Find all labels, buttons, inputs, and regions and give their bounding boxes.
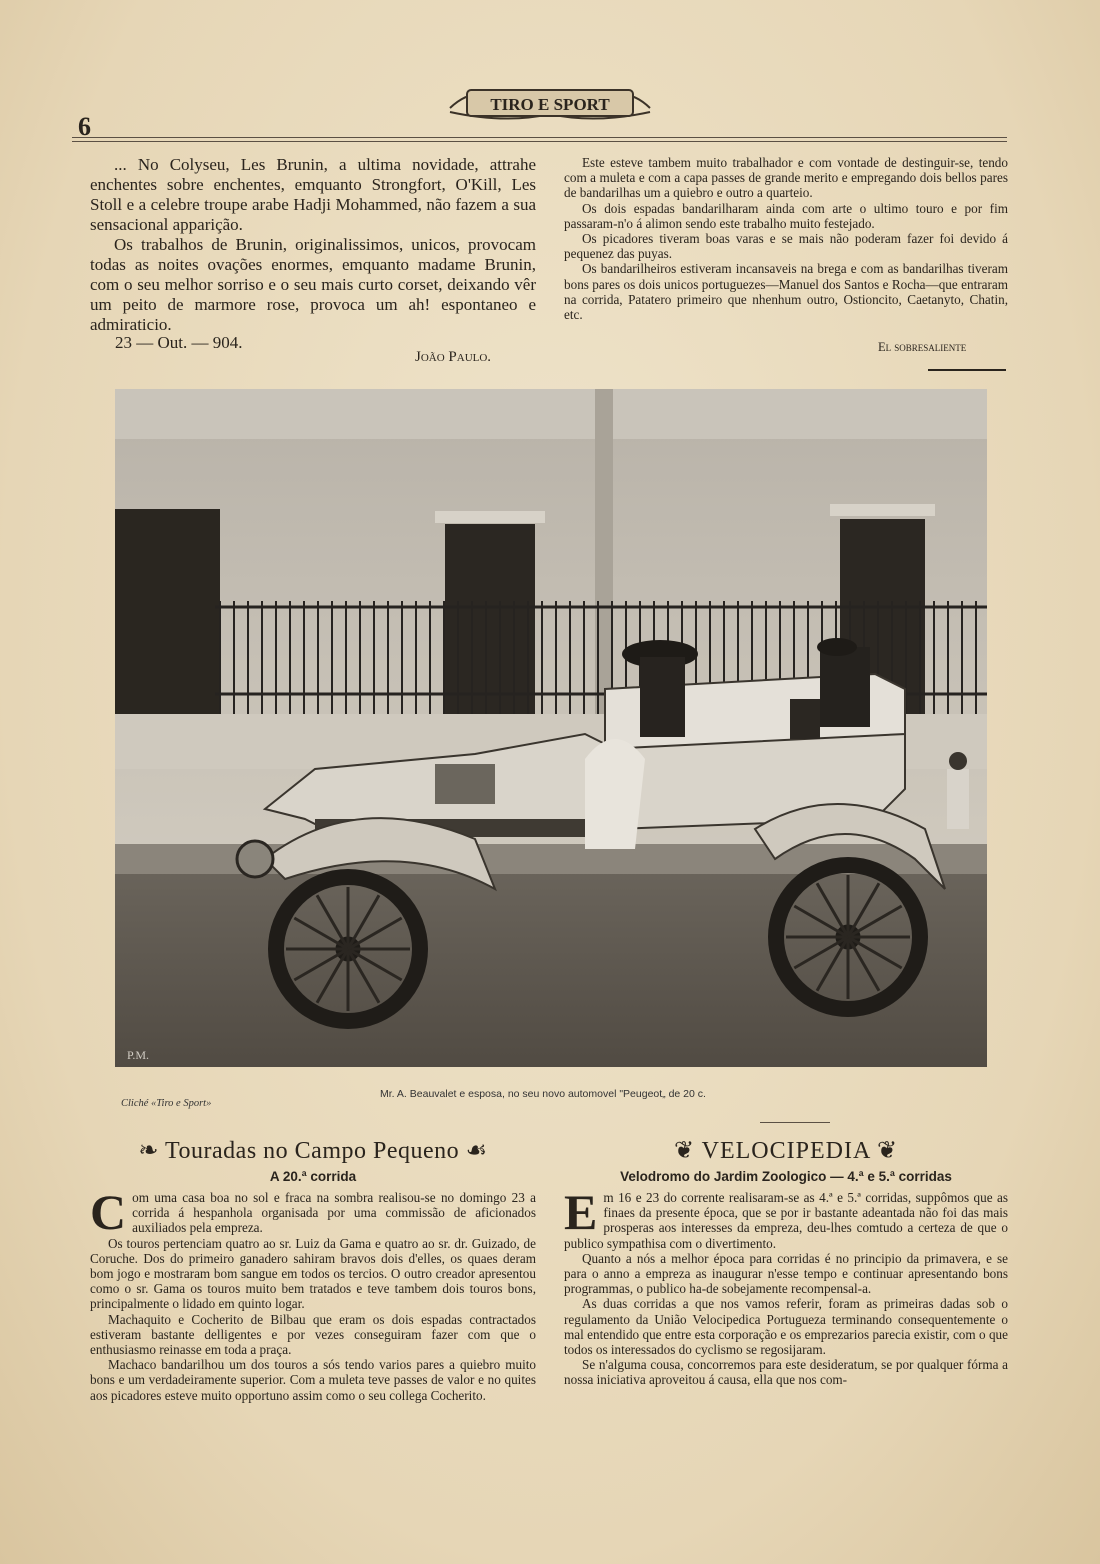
- paragraph: om uma casa boa no sol e fraca na sombra realisou-se no domingo 23 a corrida á hespanhola organisada por uma commissão de aficionados auxiliados pela empreza.: [132, 1190, 536, 1236]
- article-end-rule: [928, 369, 1006, 371]
- ornament-left-icon: ❦: [673, 1138, 702, 1164]
- author-signature: João Paulo.: [415, 349, 492, 365]
- section-divider: [760, 1122, 830, 1123]
- masthead-text: TIRO E SPORT: [490, 95, 610, 114]
- drop-cap: C: [90, 1184, 127, 1240]
- paragraph: ... No Colyseu, Les Brunin, a ultima novidade, attrahe enchentes sobre enchentes, emquanto Strongfort, O'Kill, Les Stoll e a celebre troupe arabe Hadji Mohammed, não fazem a sua sensacional apparição.: [90, 155, 536, 234]
- article-colyseu: [90, 155, 536, 335]
- page-number: 6: [78, 112, 91, 141]
- section-title-touradas: [90, 1136, 536, 1165]
- paragraph: Os trabalhos de Brunin, originalissimos, unicos, provocam todas as noites ovações enormes, emquanto madame Brunin, com o seu melhor sorriso e o seu mais curto corset, deixando vêr um peito de marmore rose, provoca um ah! espontaneo e admiraticio.: [90, 235, 536, 334]
- paragraph: Se n'alguma cousa, concorremos para este desideratum, se por qualquer fórma a nossa iniciativa aproveitou á causa, ella que nos com-: [564, 1357, 1008, 1388]
- drop-cap: E: [564, 1184, 598, 1240]
- article-touradas: [90, 1184, 536, 1403]
- masthead-logo: [445, 78, 655, 126]
- paragraph: As duas corridas a que nos vamos referir, foram as primeiras dadas sob o regulamento da União Velocipedica Portugueza terminando consequentemente o mal entendido que entre esta corporação e os emprezarios parecia existir, com o que todos os interessados do cyclismo se regosijaram.: [564, 1296, 1008, 1358]
- paragraph: Os touros pertenciam quatro ao sr. Luiz da Gama e quatro ao sr. dr. Guizado, de Coruche. Dos do primeiro ganadero sahiram bravos dois d'elles, os quaes deram bom jogo e mostraram bom sangue em todos os tercios. O outro creador apresentou como o sr. Gama os touros muito bem tratados e teve tambem dois touros bons, principalmente o lidado em quinto logar.: [90, 1235, 536, 1312]
- photo-automobile: [115, 389, 987, 1067]
- section-subtitle: A 20.ª corrida: [269, 1169, 357, 1184]
- ornament-right-icon: ❦: [869, 1138, 899, 1164]
- section-title-text: Touradas no Campo Pequeno: [165, 1138, 460, 1164]
- section-title-velocipedia: [564, 1136, 1008, 1165]
- article-velocipedia: [564, 1184, 1008, 1388]
- header-rule-2: [72, 141, 1007, 142]
- photo-credit: Cliché «Tiro e Sport»: [121, 1098, 212, 1109]
- paragraph: Este esteve tambem muito trabalhador e com vontade de destinguir-se, tendo com a muleta e com a capa passes de grande merito e empregando dois bellos pares de bandarilhas um a quiebro e outro a quarteio.: [564, 155, 1008, 201]
- paragraph: Machaco bandarilhou um dos touros a sós tendo varios pares a quiebro muito bons e um verdadeiramente superior. Com a muleta teve passes de valor e no quites aos picadores esteve muito opportuno assim como o seu collega Cocherito.: [90, 1357, 536, 1403]
- svg-text:P.M.: P.M.: [127, 1048, 150, 1062]
- ornament-left-icon: ❧: [138, 1138, 166, 1164]
- article-bullfight-continued: [564, 155, 1008, 322]
- paragraph: Os bandarilheiros estiveram incansaveis na brega e com as bandarilhas tiveram bons pares os dois unicos portuguezes—Manuel dos Santos e Rocha—que entraram na corrida, Patatero primeiro que nhenhum outro, Ostioncito, Caetanyto, Chatin, etc.: [564, 261, 1008, 323]
- paragraph: Quanto a nós a melhor época para corridas é no principio da primavera, e se para o anno a empreza as inaugurar n'esse tempo e continuar apresentando bons programmas, o publico ha-de sobejamente recompensal-a.: [564, 1250, 1008, 1297]
- photo-caption: Mr. A. Beauvalet e esposa, no seu novo automovel "Peugeot„ de 20 c.: [380, 1088, 706, 1100]
- section-title-text: VELOCIPEDIA: [701, 1138, 870, 1164]
- ornament-right-icon: ☙: [459, 1138, 488, 1164]
- paragraph: Os picadores tiveram boas varas e se mais não poderam fazer foi devido á pequenez das puyas.: [564, 231, 1008, 262]
- paragraph: m 16 e 23 do corrente realisaram-se as 4.ª e 5.ª corridas, suppômos que as finaes da presente época, que se por ir bastante adeantada não foi das mais prosperas aos interesses da empreza, deu-lhes comtudo a certeza de que o publico sympathisa com o divertimento.: [564, 1190, 1008, 1251]
- paragraph: Os dois espadas bandarilharam ainda com arte o ultimo touro e por fim passaram-n'o á alimon sendo este trabalho muito festejado.: [564, 200, 1008, 231]
- header-rule: [72, 137, 1007, 138]
- paragraph: Machaquito e Cocherito de Bilbau que eram os dois espadas contractados estiveram bastante delligentes e por vezes conseguiram fazer com que o enthusiasmo reinasse em toda a praça.: [90, 1311, 536, 1358]
- section-subtitle: Velodromo do Jardim Zoologico — 4.ª e 5.ª corridas: [620, 1169, 952, 1184]
- article-date: 23 — Out. — 904.: [115, 333, 243, 352]
- photo-illustration: [115, 389, 987, 1067]
- author-signature-2: El sobresaliente: [878, 340, 967, 354]
